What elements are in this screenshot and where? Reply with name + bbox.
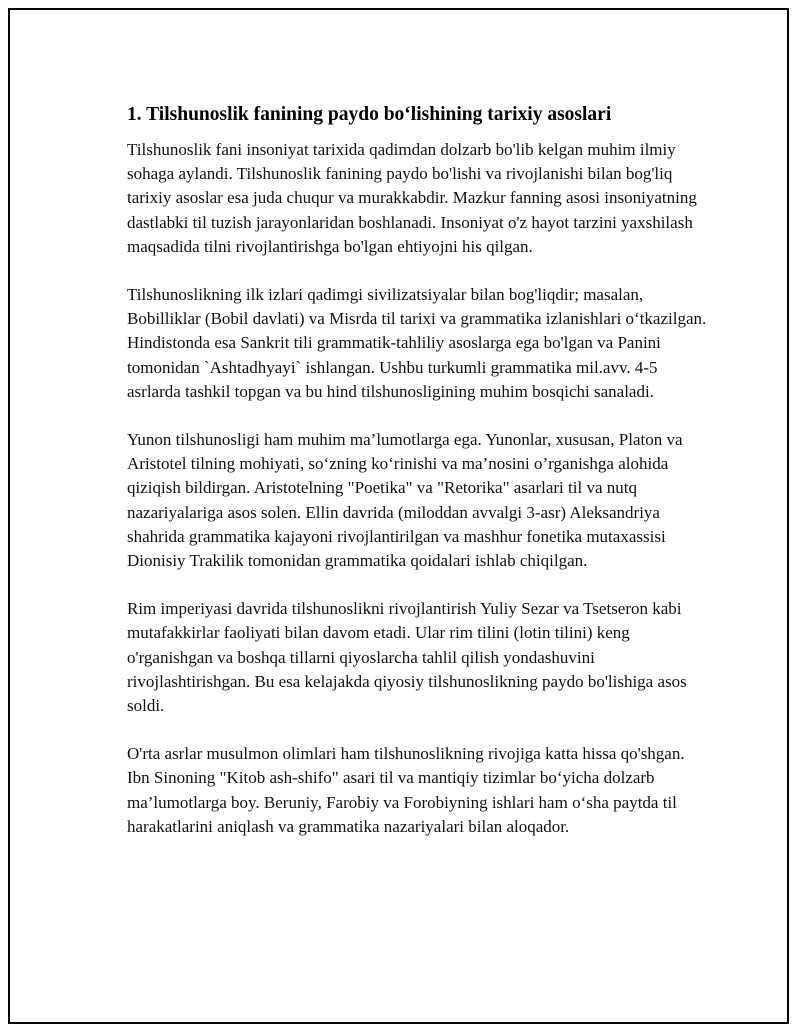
paragraph-2: Tilshunoslikning ilk izlari qadimgi sivilizatsiyalar bilan bog'liqdir; masalan, Bobilliklar (Bobil davlati) va Misrda til tarixi va grammatika izlanishlari o‘tkazilgan. Hindistonda esa Sankrit tili grammatik-tahliliy asoslarga ega bo'lgan va Panini tomonidan `Ashtadhyayi` ishlangan. Ushbu turkumli grammatika mil.avv. 4-5 asrlarda tashkil topgan va bu hind tilshunosligining muhim bosqichi sanaladi. [127, 285, 707, 401]
paragraph-5: O'rta asrlar musulmon olimlari ham tilshunoslikning rivojiga katta hissa qo'shgan. Ibn Sinoning "Kitob ash-shifo" asari til va mantiqiy tizimlar bo‘yicha dolzarb ma’lumotlarga boy. Beruniy, Farobiy va Forobiyning ishlari ham o‘sha paytda til harakatlarini aniqlash va grammatika nazariyalari bilan aloqador. [127, 744, 685, 836]
page-frame [8, 8, 789, 1024]
section-heading: 1. Tilshunoslik fanining paydo bo‘lishining tarixiy asoslari [127, 104, 612, 125]
document-body [127, 102, 707, 863]
paragraph-4: Rim imperiyasi davrida tilshunoslikni rivojlantirish Yuliy Sezar va Tsetseron kabi mutafakkirlar faoliyati bilan davom etadi. Ular rim tilini (lotin tilini) keng o'rganishgan va boshqa tillarni qiyoslarcha tahlil qilish yondashuvini rivojlashtirishgan. Bu esa kelajakda qiyosiy tilshunoslikning paydo bo'lishiga asos soldi. [127, 599, 687, 716]
paragraph-1: Tilshunoslik fani insoniyat tarixida qadimdan dolzarb bo'lib kelgan muhim ilmiy sohaga aylandi. Tilshunoslik fanining paydo bo'lishi va rivojlanishi bilan bog'liq tarixiy asoslar esa juda chuqur va murakkabdir. Mazkur fanning asosi insoniyatning dastlabki til tuzish jarayonlaridan boshlanadi. Insoniyat o'z hayot tarzini yaxshilash maqsadida tilni rivojlantirishga bo'lgan ehtiyojni his qilgan. [127, 140, 697, 256]
paragraph-3: Yunon tilshunosligi ham muhim ma’lumotlarga ega. Yunonlar, xususan, Platon va Aristotel tilning mohiyati, so‘zning ko‘rinishi va ma’nosini o’rganishga alohida qiziqish bildirgan. Aristotelning "Poetika" va "Retorika" asarlari til va nutq nazariyalariga asos solen. Ellin davrida (miloddan avvalgi 3-asr) Aleksandriya shahrida grammatika kajayoni rivojlantirilgan va mashhur fonetika mutaxassisi Dionisiy Trakilik tomonidan grammatika qoidalari ishlab chiqilgan. [127, 430, 683, 571]
